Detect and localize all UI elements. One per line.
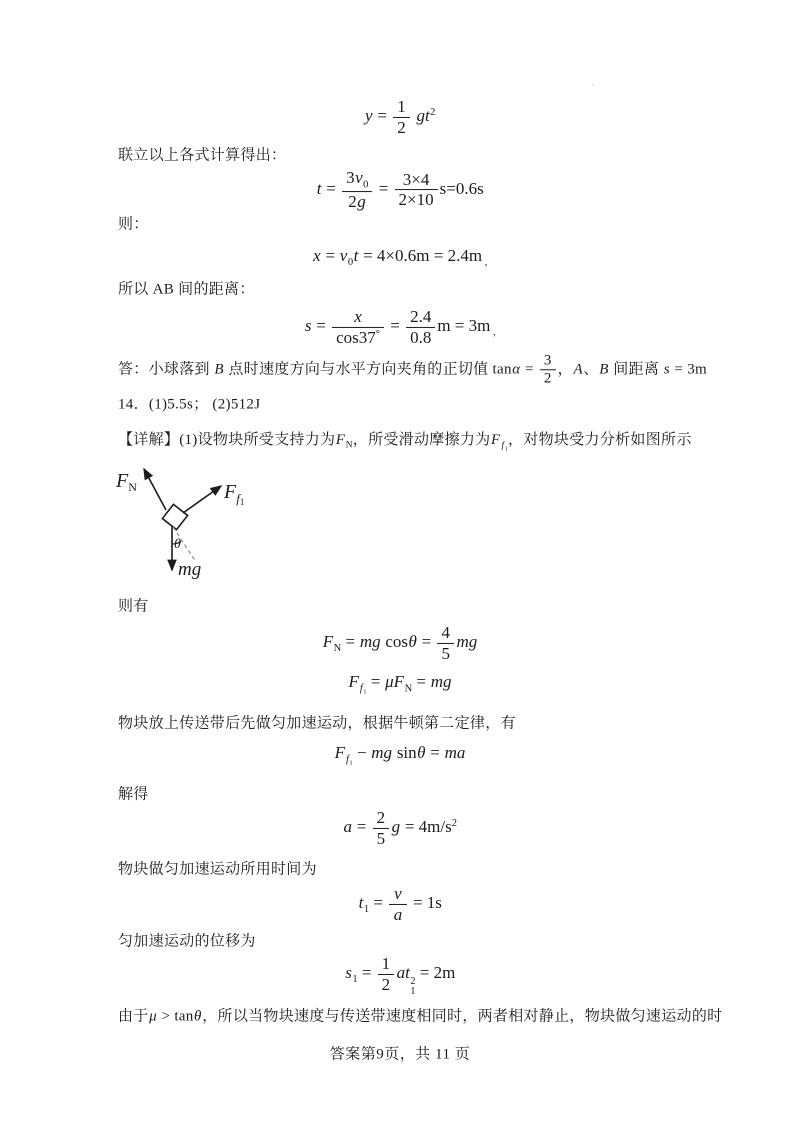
solve-label: 解得	[118, 786, 149, 803]
block-square	[162, 504, 187, 529]
eq-acceleration: a = $\frac{2}{5}$ $g = 4m/s^2$	[343, 807, 457, 848]
eq-horizontal-distance: $x = v_0t = 4\times 0.6m = 2.4m$ $_,$	[313, 245, 488, 269]
normal-force-label: $F_N$	[116, 470, 137, 494]
eq-vertical-drop: y = $\frac{1}{2}$ $gt^2$	[365, 96, 436, 137]
acceleration-time-text: 物块做匀加速运动所用时间为	[118, 861, 317, 878]
detail-explanation: 【详解】(1)设物块所受支持力为$F_N$，所受滑动摩擦力为$F_{f_1}$，对物块受力分析如图所示	[118, 431, 692, 453]
eq-normal-force: $F_N$ = mg cosθ = $\frac{4}{5}$ mg	[322, 622, 478, 663]
eq-ab-distance: s = $\frac{x}{\cos 37^\circ}$ = $\frac{2.4}{0.8}$ m = 3m $_,$	[304, 306, 496, 347]
so-ab-distance-text: 所以 AB 间的距离：	[118, 281, 255, 298]
normal-force-arrow	[144, 469, 166, 510]
friction-force-arrow	[183, 486, 221, 513]
answer-14: 14．(1)5.5s； (2)512J	[118, 396, 261, 413]
newton-second-law-text: 物块放上传送带后先做匀加速运动，根据牛顿第二定律，有	[118, 715, 516, 732]
eq-time-t1: $t_1$ = $\frac{v}{a}$ = 1s	[358, 883, 442, 924]
weight-label: mg	[178, 559, 202, 580]
eq-displacement-s1: $s_1$ = $\frac{1}{2}$ at 2 1 = 2m	[345, 954, 456, 998]
eq-friction-force: $F_{f_1} = \mu F_N$ = mg	[348, 672, 452, 696]
displacement-text: 匀加速运动的位移为	[118, 933, 256, 950]
answer-statement: 答：小球落到 B 点时速度方向与水平方向夹角的正切值 tanα = $\frac{3}{2}$ ，A、B 间距离 s = 3m	[118, 352, 707, 387]
then-label: 则：	[118, 216, 149, 233]
eq-time-of-flight: t = $\frac{3v_0}{2g}$ = $\frac{3\times 4}{2\times 10}$ s=0.6s	[316, 168, 484, 212]
mu-comparison-text: 由于μ > tanθ，所以当物块速度与传送带速度相同时，两者相对静止，物块做匀速运动的时	[118, 1008, 723, 1025]
stray-scan-mark: ·	[591, 80, 594, 90]
friction-force-label: $F_f1$	[224, 481, 245, 507]
then-have-label: 则有	[118, 598, 149, 615]
page-footer: 答案第9页，共 11 页	[329, 1046, 471, 1063]
eq-newton-second-law: $F_{f_1}$ − mg sinθ = ma	[334, 743, 466, 767]
combine-equations-text: 联立以上各式计算得出：	[118, 147, 287, 164]
free-body-diagram	[106, 456, 276, 601]
angle-label: θ	[174, 537, 181, 552]
